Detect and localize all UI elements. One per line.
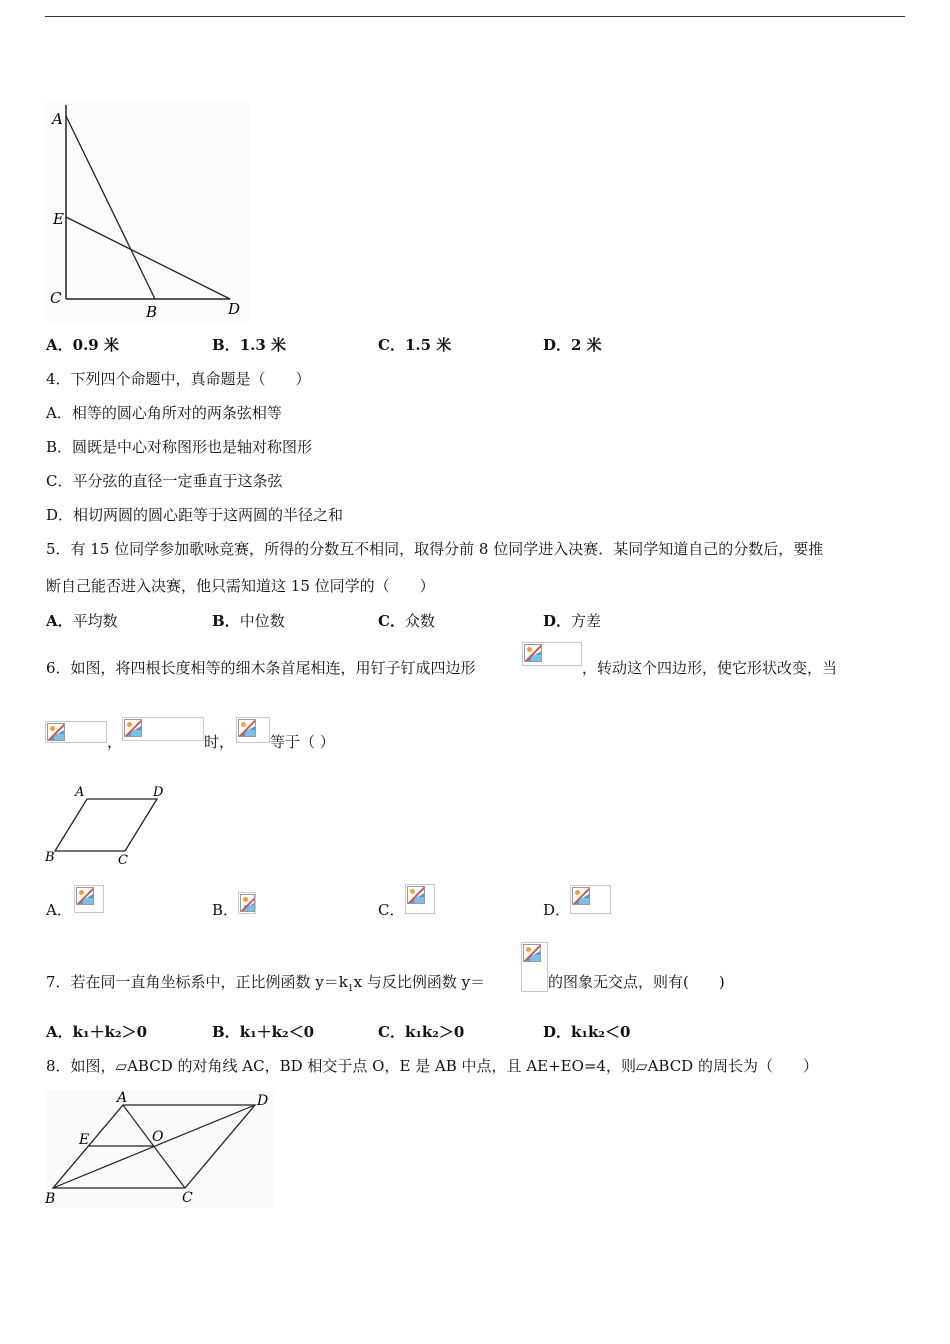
q6-comma: ，	[107, 733, 123, 751]
q7-option-c: C．k₁k₂＞0	[378, 1023, 465, 1041]
q6-option-c-image	[405, 884, 435, 914]
q4-option-a: A．相等的圆心角所对的两条弦相等	[46, 404, 282, 422]
q7-stem-c: 的图象无交点，则有( )	[548, 973, 725, 991]
q6-target-image	[236, 717, 270, 743]
q4-option-c: C．平分弦的直径一定垂直于这条弦	[46, 472, 283, 490]
q5-stem-line2: 断自己能否进入决赛，他只需知道这 15 位同学的（ ）	[46, 577, 435, 595]
q3-figure	[45, 100, 250, 322]
q8-label-a: A	[117, 1090, 128, 1106]
q7-option-a: A．k₁＋k₂＞0	[46, 1023, 148, 1041]
q7-fraction-image	[521, 942, 548, 992]
header-rule	[45, 16, 905, 17]
q5-option-a: A．平均数	[46, 612, 118, 630]
q6-stem-a: 6．如图，将四根长度相等的细木条首尾相连，用钉子钉成四边形	[46, 659, 476, 677]
q7-stem-a: 7．若在同一直角坐标系中，正比例函数 $y=k_1x$ 与反比例函数 y＝	[46, 973, 486, 994]
q7-option-b: B．k₁＋k₂＜0	[212, 1023, 315, 1041]
q8-label-b: B	[45, 1191, 56, 1207]
q8-label-c: C	[182, 1190, 193, 1206]
q3-option-a: A．0.9 米	[46, 336, 119, 354]
q8-stem: 8．如图，▱ABCD 的对角线 AC，BD 相交于点 O，E 是 AB 中点，且 AE+EO=4，则▱ABCD 的周长为（ ）	[46, 1057, 818, 1075]
q3-label-a: A	[52, 110, 63, 128]
q6-quadrilateral-image-placeholder	[522, 642, 582, 666]
q3-label-b: B	[146, 303, 158, 321]
q5-option-b: B．中位数	[212, 612, 285, 630]
q6-label-a: A	[75, 785, 85, 800]
q6-option-d: D．	[543, 901, 571, 919]
q3-option-d: D．2 米	[543, 336, 602, 354]
q6-figure	[45, 782, 170, 868]
q6-option-c: C．	[378, 901, 405, 919]
q6-label-d: D	[153, 785, 164, 800]
q4-option-b: B．圆既是中心对称图形也是轴对称图形	[46, 438, 313, 456]
q6-condition-image-1	[45, 721, 107, 743]
q6-when: 时，	[204, 733, 235, 751]
q8-figure	[45, 1090, 275, 1208]
q6-equals: 等于（ ）	[270, 733, 335, 751]
q6-option-b-image	[238, 892, 256, 914]
q8-label-e: E	[79, 1132, 90, 1148]
q8-label-d: D	[257, 1093, 269, 1109]
q5-option-d: D．方差	[543, 612, 602, 630]
q5-option-c: C．众数	[378, 612, 435, 630]
q3-label-d: D	[228, 300, 241, 318]
q4-stem: 4．下列四个命题中，真命题是（ ）	[46, 370, 311, 388]
q6-option-b: B．	[212, 901, 239, 919]
q6-label-c: C	[118, 853, 128, 868]
q8-label-o: O	[152, 1129, 164, 1145]
q3-label-c: C	[50, 289, 62, 307]
q7-option-d: D．k₁k₂＜0	[543, 1023, 631, 1041]
q3-option-b: B．1.3 米	[212, 336, 287, 354]
q3-option-c: C．1.5 米	[378, 336, 452, 354]
q6-stem-b: ，转动这个四边形，使它形状改变，当	[582, 659, 838, 677]
q3-label-e: E	[53, 210, 64, 228]
q6-label-b: B	[45, 850, 55, 865]
q6-option-a: A．	[46, 901, 72, 919]
q6-condition-image-2	[122, 717, 204, 741]
q4-option-d: D．相切两圆的圆心距等于这两圆的半径之和	[46, 506, 344, 524]
q5-stem-line1: 5．有 15 位同学参加歌咏竞赛，所得的分数互不相同，取得分前 8 位同学进入决赛．某同学知道自己的分数后，要推	[46, 540, 824, 558]
q6-option-d-image	[570, 885, 611, 914]
q6-option-a-image	[74, 885, 104, 913]
